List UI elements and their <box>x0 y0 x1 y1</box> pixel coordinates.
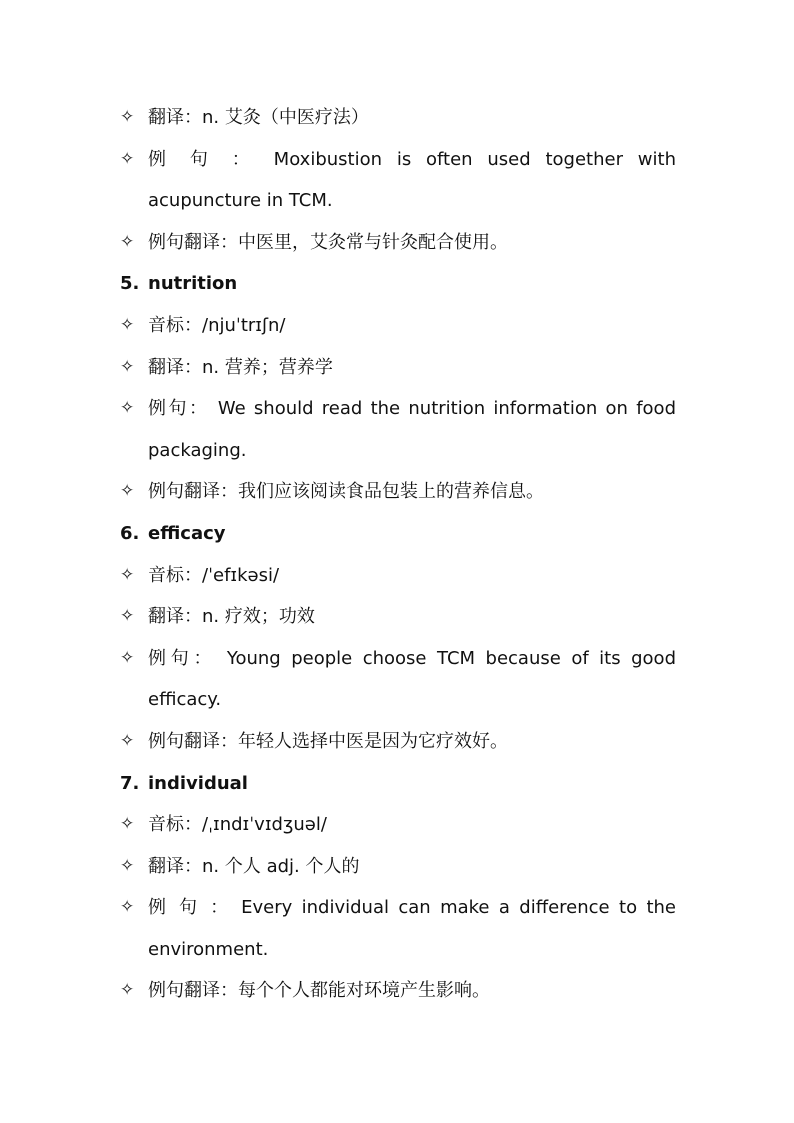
bullet-icon: ✧ <box>120 814 135 835</box>
bullet-text: 音标：/ˌɪndɪˈvɪdʒuəl/ <box>148 814 327 836</box>
bullet-icon: ✧ <box>120 481 135 502</box>
bullet-icon: ✧ <box>120 606 135 627</box>
bullet-icon: ✧ <box>120 897 135 918</box>
bullet-icon: ✧ <box>120 730 135 751</box>
bullet-text: 例句翻译：我们应该阅读食品包装上的营养信息。 <box>148 481 544 503</box>
word-number: 7. <box>120 772 140 794</box>
continuation-text: environment. <box>148 938 269 960</box>
word-heading <box>120 763 676 805</box>
bullet-icon: ✧ <box>120 314 135 335</box>
bullet-icon: ✧ <box>120 107 135 127</box>
bullet-text: 例句： We should read the nutrition information on food <box>148 398 676 420</box>
bullet-icon: ✧ <box>120 356 135 377</box>
vocabulary-word: nutrition <box>148 273 238 295</box>
bullet-text: 音标：/njuˈtrɪʃn/ <box>148 314 286 336</box>
bullet-icon: ✧ <box>120 398 135 419</box>
bullet-item <box>120 471 676 513</box>
bullet-icon: ✧ <box>120 148 135 169</box>
word-number: 5. <box>120 273 140 295</box>
bullet-item <box>120 887 676 929</box>
bullet-item <box>120 388 676 430</box>
bullet-item <box>120 596 676 638</box>
bullet-item <box>120 139 676 181</box>
bullet-text: 例句： Young people choose TCM because of its good <box>148 647 676 669</box>
continuation-text: packaging. <box>148 439 247 461</box>
bullet-icon: ✧ <box>120 855 135 876</box>
bullet-item <box>120 347 676 389</box>
bullet-icon: ✧ <box>120 980 135 1001</box>
vocabulary-list <box>120 97 676 1012</box>
bullet-text: 例 句 ： Moxibustion is often used together with <box>148 148 676 170</box>
word-heading <box>120 513 676 555</box>
vocabulary-word: efficacy <box>148 522 226 544</box>
continuation-text: acupuncture in TCM. <box>148 190 333 212</box>
vocabulary-word: individual <box>148 772 248 794</box>
bullet-icon: ✧ <box>120 647 135 668</box>
bullet-text: 例句翻译：每个个人都能对环境产生影响。 <box>148 980 490 1002</box>
bullet-item <box>120 846 676 888</box>
word-heading <box>120 263 676 305</box>
bullet-item <box>120 222 676 264</box>
bullet-text: 翻译：n. 个人 adj. 个人的 <box>148 855 360 877</box>
bullet-text: 翻译：n. 艾灸（中医疗法） <box>148 107 369 128</box>
bullet-text: 例句翻译：中医里，艾灸常与针灸配合使用。 <box>148 231 508 253</box>
bullet-item <box>120 721 676 763</box>
bullet-text: 翻译：n. 营养；营养学 <box>148 356 333 378</box>
bullet-text: 例 句 ： Every individual can make a difference to the <box>148 897 676 919</box>
bullet-item <box>120 970 676 1012</box>
bullet-item <box>120 555 676 597</box>
bullet-icon: ✧ <box>120 564 135 585</box>
bullet-item <box>120 804 676 846</box>
bullet-item <box>120 97 676 139</box>
word-number: 6. <box>120 522 140 544</box>
bullet-icon: ✧ <box>120 231 135 252</box>
bullet-text: 例句翻译：年轻人选择中医是因为它疗效好。 <box>148 730 508 752</box>
bullet-text: 音标：/ˈefɪkəsi/ <box>148 564 280 586</box>
bullet-item <box>120 305 676 347</box>
continuation-text: efficacy. <box>148 689 222 711</box>
bullet-item <box>120 638 676 680</box>
bullet-text: 翻译：n. 疗效；功效 <box>148 606 315 628</box>
